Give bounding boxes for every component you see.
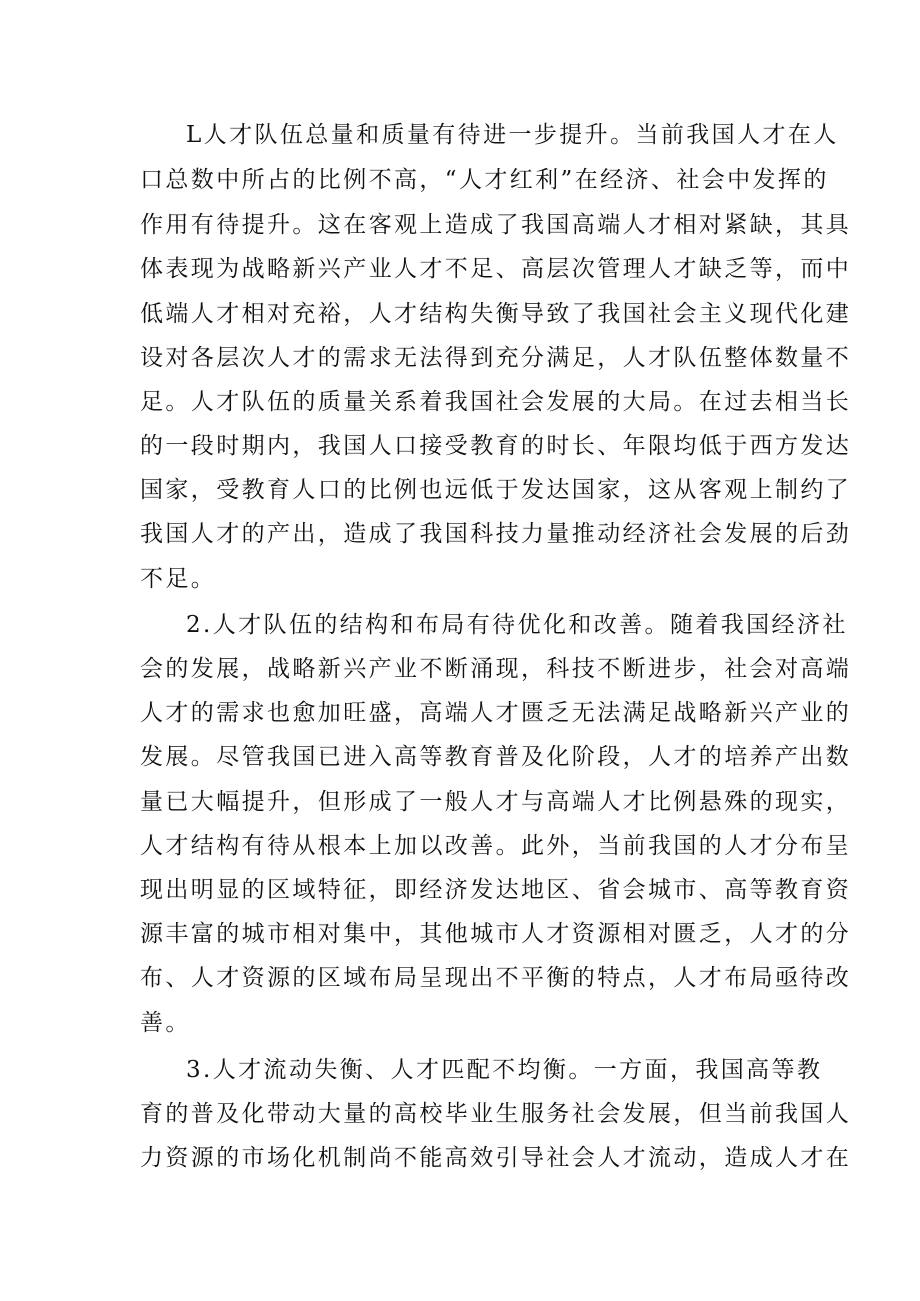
paragraph-2-line-9: 布、人才资源的区域布局呈现出不平衡的特点，人才布局亟待改	[140, 965, 852, 991]
paragraph-1-line-2: 口总数中所占的比例不高，“人才红利”在经济、社会中发挥的	[140, 167, 829, 193]
paragraph-1-line-3: 作用有待提升。这在客观上造成了我国高端人才相对紧缺，其具	[140, 212, 852, 238]
paragraph-1-line-4: 体表现为战略新兴产业人才不足、高层次管理人才缺乏等，而中	[140, 256, 852, 282]
paragraph-2-line-4: 发展。尽管我国已进入高等教育普及化阶段，人才的培养产出数	[140, 744, 852, 770]
paragraph-2-line-5: 量已大幅提升，但形成了一般人才与高端人才比例悬殊的现实，	[140, 789, 852, 815]
paragraph-1-line-10: 我国人才的产出，造成了我国科技力量推动经济社会发展的后劲	[140, 521, 852, 547]
paragraph-1-line-8: 的一段时期内，我国人口接受教育的时长、年限均低于西方发达	[140, 433, 852, 459]
paragraph-2-line-10: 善。	[140, 1010, 191, 1036]
paragraph-2-line-6: 人才结构有待从根本上加以改善。此外，当前我国的人才分布呈	[140, 833, 852, 859]
paragraph-2-line-3: 人才的需求也愈加旺盛，高端人才匮乏无法满足战略新兴产业的	[140, 700, 852, 726]
paragraph-2-line-8: 源丰富的城市相对集中，其他城市人才资源相对匮乏，人才的分	[140, 921, 852, 947]
paragraph-2-line-2: 会的发展，战略新兴产业不断涌现，科技不断进步，社会对高端	[140, 656, 852, 682]
paragraph-1-line-5: 低端人才相对充裕，人才结构失衡导致了我国社会主义现代化建	[140, 301, 852, 327]
paragraph-1-line-7: 足。人才队伍的质量关系着我国社会发展的大局。在过去相当长	[140, 389, 852, 415]
paragraph-2-line-1: 2.人才队伍的结构和布局有待优化和改善。随着我国经济社	[186, 612, 848, 638]
paragraph-1-line-1: L人才队伍总量和质量有待进一步提升。当前我国人才在人	[186, 122, 839, 148]
paragraph-1-line-11: 不足。	[140, 566, 217, 592]
paragraph-3-line-3: 力资源的市场化机制尚不能高效引导社会人才流动，造成人才在	[140, 1145, 852, 1171]
paragraph-3-line-1: 3.人才流动失衡、人才匹配不均衡。一方面，我国高等教	[186, 1057, 823, 1083]
paragraph-1-line-6: 设对各层次人才的需求无法得到充分满足，人才队伍整体数量不	[140, 345, 852, 371]
paragraph-1-line-9: 国家，受教育人口的比例也远低于发达国家，这从客观上制约了	[140, 477, 852, 503]
paragraph-2-line-7: 现出明显的区域特征，即经济发达地区、省会城市、高等教育资	[140, 877, 852, 903]
paragraph-3-line-2: 育的普及化带动大量的高校毕业生服务社会发展，但当前我国人	[140, 1101, 852, 1127]
